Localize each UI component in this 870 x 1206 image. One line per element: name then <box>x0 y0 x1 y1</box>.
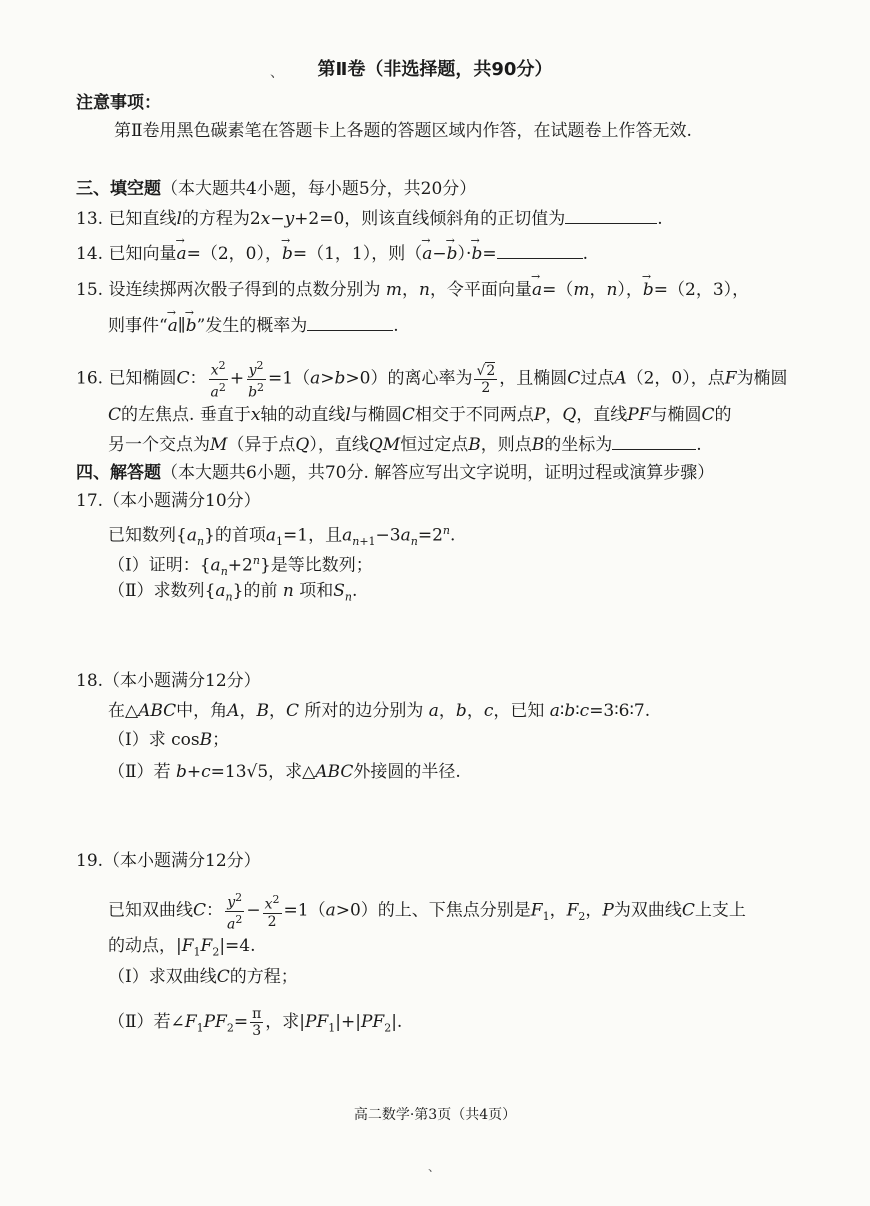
scan-mark: 、 <box>270 65 284 81</box>
question-16: 16. 已知椭圆C： $\frac{x^2}{a^2}$ + $\frac{y^2}{b^2}$ =1（a>b>0）的离心率为 $\frac{√2}{2}$ ，且椭圆C过点A（2，0），点F为椭圆 <box>76 359 788 401</box>
question-19-header: 19.（本小题满分12分） <box>76 851 261 871</box>
question-15-line2: 则事件“→ a∥→ b”发生的概率为 . <box>108 314 399 337</box>
question-18-part2: （Ⅱ）若 b+c=13√5，求△ABC外接圆的半径. <box>108 762 461 782</box>
question-18-part1: （Ⅰ）求 cosB； <box>108 730 230 750</box>
answer-blank-15[interactable] <box>307 314 393 331</box>
question-17-part1: （Ⅰ）证明：$\{a_n+2^n\}$是等比数列； <box>108 554 373 579</box>
question-14: 14. 已知向量→ a=（2，0），→ b=（1，1），则（→ a−→ b）·→ b= . <box>76 242 588 265</box>
page-title: 第Ⅱ卷（非选择题，共90分） <box>317 59 553 80</box>
question-19-stem: 已知双曲线C： $\frac{y^2}{a^2}$ − $\frac{x^2}{2}$ =1（a>0）的上、下焦点分别是$F_1$，$F_2$，P为双曲线C上支上 <box>108 891 746 933</box>
question-16-line2: C的左焦点. 垂直于x轴的动直线l与椭圆C相交于不同两点P，Q，直线PF与椭圆C的 <box>108 405 732 425</box>
answer-blank-13[interactable] <box>565 207 657 224</box>
page-footer: 高二数学·第3页（共4页） <box>353 1107 517 1123</box>
question-19-line2: 的动点，$|F_1F_2|=4$. <box>108 936 256 959</box>
section-fill-blank-heading: 三、填空题（本大题共4小题，每小题5分，共20分） <box>76 179 477 199</box>
question-17-part2: （Ⅱ）求数列$\{a_n\}$的前 n 项和$S_n$. <box>108 581 358 604</box>
question-19-part1: （Ⅰ）求双曲线C的方程； <box>108 967 298 987</box>
question-19-part2: （Ⅱ）若$\angle F_1PF_2=$ $\frac{\pi}{3}$ ，求$|PF_1|+|PF_2|$. <box>108 1006 403 1039</box>
notice-text: 第Ⅱ卷用黑色碳素笔在答题卡上各题的答题区域内作答，在试题卷上作答无效. <box>114 121 692 141</box>
notice-label: 注意事项： <box>76 93 161 113</box>
answer-blank-14[interactable] <box>497 242 583 259</box>
question-16-line3: 另一个交点为M（异于点Q），直线QM恒过定点B，则点B的坐标为 . <box>108 435 702 455</box>
question-17-stem: 已知数列$\{a_n\}$的首项$a_1=1$，且$a_{n+1}-3a_n=2^n$. <box>108 524 456 549</box>
scan-mark-bottom: 、 <box>428 1160 441 1174</box>
answer-blank-16[interactable] <box>612 433 696 450</box>
question-18-header: 18.（本小题满分12分） <box>76 671 261 691</box>
question-15: 15. 设连续掷两次骰子得到的点数分别为 m，n，令平面向量→ a=（m，n），→ b=（2，3）， <box>76 279 749 301</box>
question-18-stem: 在△ABC中，角A，B，C 所对的边分别为 a，b，c，已知 a∶b∶c=3∶6∶7. <box>108 701 651 721</box>
question-17-header: 17.（本小题满分10分） <box>76 491 261 511</box>
question-13: 13. 已知直线l的方程为2x−y+2=0，则该直线倾斜角的正切值为 . <box>76 209 663 229</box>
section-solution-heading: 四、解答题（本大题共6小题，共70分. 解答应写出文字说明，证明过程或演算步骤） <box>76 463 715 483</box>
